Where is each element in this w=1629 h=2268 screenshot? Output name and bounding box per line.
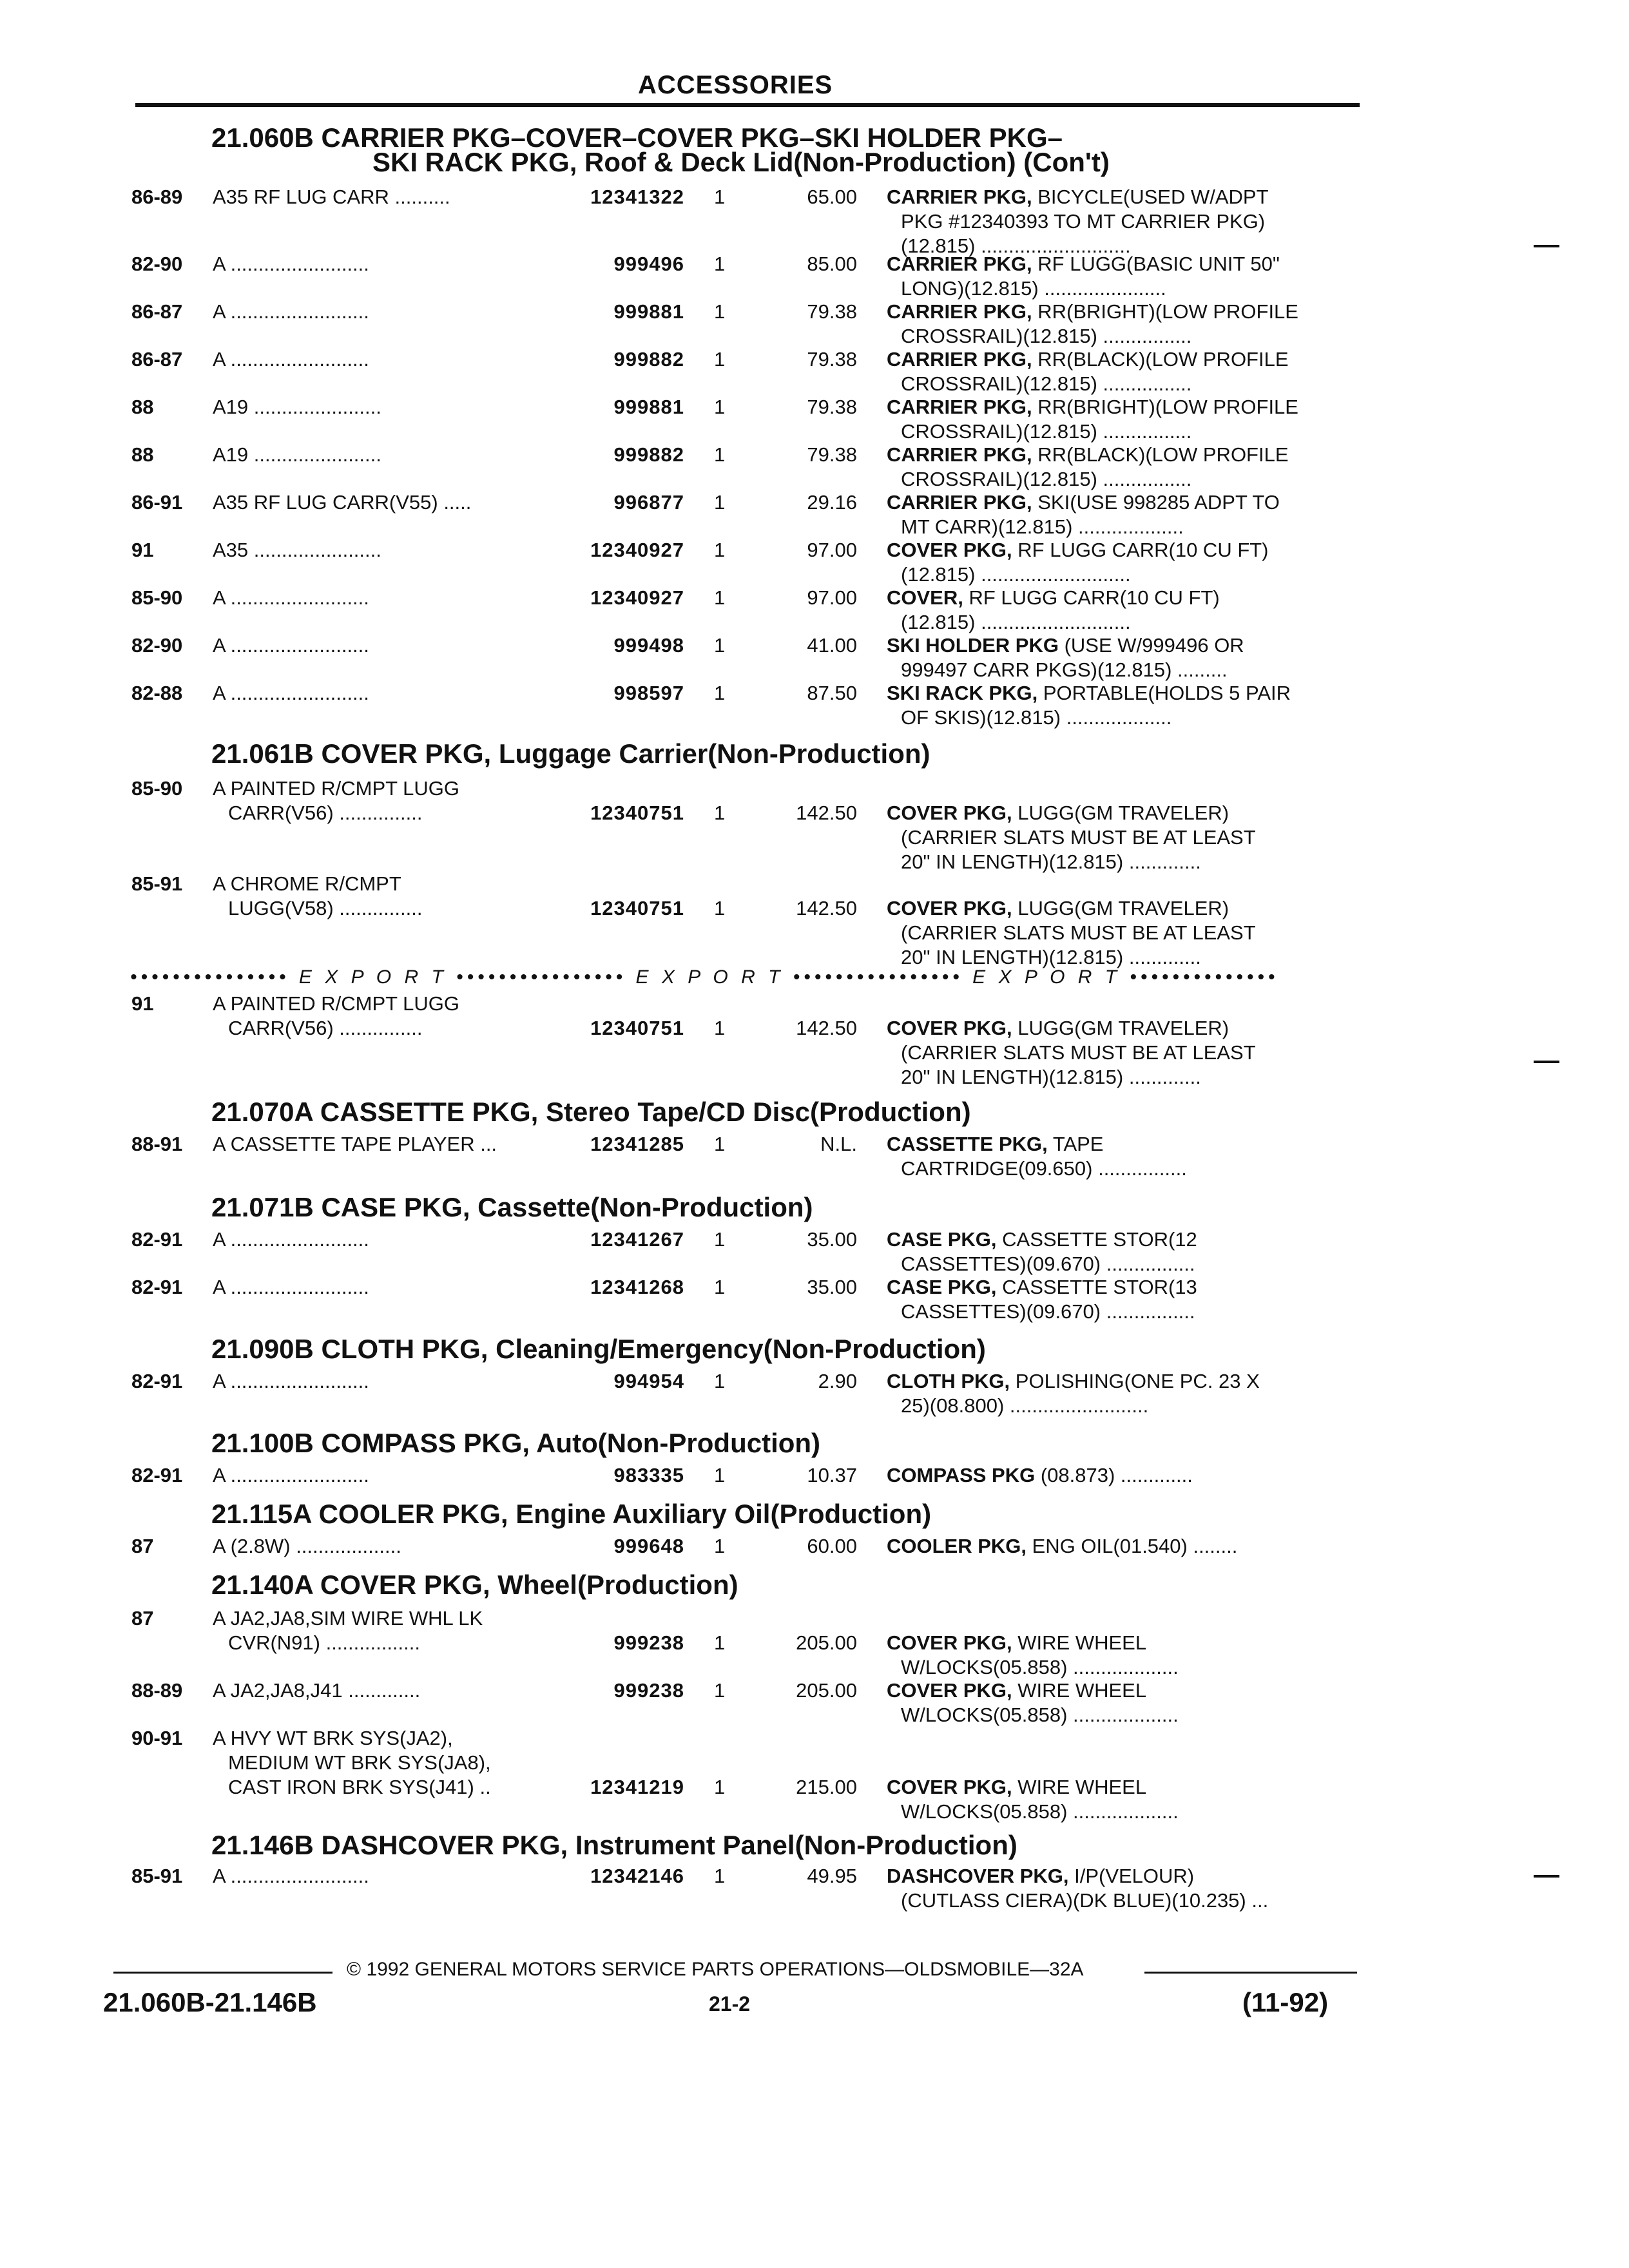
description-continued: CROSSRAIL)(12.815) ................ <box>901 420 1192 443</box>
section-title-21090b: 21.090B CLOTH PKG, Cleaning/Emergency(Non-Production) <box>211 1334 986 1364</box>
price: 205.00 <box>796 1679 857 1702</box>
parts-row <box>0 253 1629 300</box>
description-continued: 20" IN LENGTH)(12.815) ............. <box>901 946 1201 968</box>
parts-row <box>0 539 1629 586</box>
model-desc: A JA2,JA8,SIM WIRE WHL LK <box>213 1607 483 1629</box>
model-desc: CAST IRON BRK SYS(J41) .. <box>228 1776 491 1798</box>
quantity: 1 <box>714 1276 726 1298</box>
quantity: 1 <box>714 682 726 704</box>
description-detail: LUGG(GM TRAVELER) <box>1012 1017 1229 1039</box>
parts-row <box>0 1133 1629 1180</box>
model-year: 82-91 <box>131 1276 183 1298</box>
description-detail: CASSETTE STOR(13 <box>996 1276 1197 1298</box>
description-keyword: CASE PKG, <box>887 1228 997 1251</box>
model-desc: A ......................... <box>213 1464 369 1486</box>
description-keyword: COVER PKG, <box>887 1679 1012 1702</box>
section-title-21071b: 21.071B CASE PKG, Cassette(Non-Production) <box>211 1192 813 1222</box>
model-desc: LUGG(V58) ............... <box>228 897 423 919</box>
parts-row <box>0 992 1629 1088</box>
description-continued: W/LOCKS(05.858) ................... <box>901 1800 1179 1823</box>
model-year: 82-91 <box>131 1228 183 1251</box>
description-continued: (12.815) ........................... <box>901 235 1131 257</box>
price: 29.16 <box>807 491 857 514</box>
parts-row <box>0 186 1629 257</box>
part-number: 12340751 <box>590 897 684 919</box>
description-continued: (CARRIER SLATS MUST BE AT LEAST <box>901 826 1256 849</box>
part-description <box>887 443 1289 466</box>
model-year: 88 <box>131 443 154 466</box>
export-marker: ••••••••••••••• E X P O R T •••••••••••••••• E X P O R T •••••••••••••••• E X P O R T •••••••••••••• <box>130 966 1279 988</box>
part-number: 12341268 <box>590 1276 684 1298</box>
description-keyword: COVER PKG, <box>887 802 1012 824</box>
description-keyword: SKI HOLDER PKG <box>887 634 1059 657</box>
parts-row <box>0 1607 1629 1678</box>
part-description <box>887 396 1298 419</box>
part-description <box>887 491 1280 514</box>
model-year: 91 <box>131 992 154 1015</box>
section-title-21140a: 21.140A COVER PKG, Wheel(Production) <box>211 1570 738 1600</box>
description-keyword: COVER PKG, <box>887 1017 1012 1039</box>
price: 41.00 <box>807 634 857 657</box>
quantity: 1 <box>714 897 726 919</box>
description-keyword: CARRIER PKG, <box>887 443 1032 466</box>
parts-row <box>0 682 1629 729</box>
model-desc: A ......................... <box>213 1370 369 1392</box>
description-detail: CASSETTE STOR(12 <box>996 1228 1197 1251</box>
footer-date: (11-92) <box>1242 1987 1329 2017</box>
price: 97.00 <box>807 539 857 561</box>
description-continued: (12.815) ........................... <box>901 611 1131 633</box>
description-continued: 20" IN LENGTH)(12.815) ............. <box>901 850 1201 873</box>
description-keyword: COVER, <box>887 586 963 609</box>
description-continued: CARTRIDGE(09.650) ................ <box>901 1157 1187 1180</box>
quantity: 1 <box>714 186 726 208</box>
part-description <box>887 586 1220 610</box>
description-continued: W/LOCKS(05.858) ................... <box>901 1656 1179 1678</box>
price: 215.00 <box>796 1776 857 1798</box>
description-continued: (CARRIER SLATS MUST BE AT LEAST <box>901 1041 1256 1064</box>
description-detail: SKI(USE 998285 ADPT TO <box>1032 491 1280 514</box>
quantity: 1 <box>714 1631 726 1654</box>
quantity: 1 <box>714 253 726 275</box>
description-keyword: SKI RACK PKG, <box>887 682 1038 704</box>
quantity: 1 <box>714 586 726 609</box>
quantity: 1 <box>714 396 726 418</box>
price: 142.50 <box>796 1017 857 1039</box>
description-keyword: CARRIER PKG, <box>887 253 1032 275</box>
quantity: 1 <box>714 802 726 824</box>
description-continued: 999497 CARR PKGS)(12.815) ......... <box>901 658 1228 681</box>
part-description <box>887 1631 1146 1655</box>
description-detail: POLISHING(ONE PC. 23 X <box>1010 1370 1260 1392</box>
quantity: 1 <box>714 491 726 514</box>
model-desc: A35 RF LUG CARR .......... <box>213 186 450 208</box>
price: 60.00 <box>807 1535 857 1557</box>
description-detail: RR(BLACK)(LOW PROFILE <box>1032 443 1289 466</box>
footer-rule-right <box>1144 1972 1357 1974</box>
description-continued: (CUTLASS CIERA)(DK BLUE)(10.235) ... <box>901 1889 1269 1912</box>
model-year: 91 <box>131 539 154 561</box>
quantity: 1 <box>714 300 726 323</box>
model-year: 82-91 <box>131 1464 183 1486</box>
description-detail: RF LUGG CARR(10 CU FT) <box>1012 539 1269 561</box>
section-subtitle-21060b: SKI RACK PKG, Roof & Deck Lid(Non-Production) (Con't) <box>372 147 1110 177</box>
quantity: 1 <box>714 539 726 561</box>
description-detail: (08.873) ............. <box>1035 1464 1193 1486</box>
model-year: 87 <box>131 1535 154 1557</box>
margin-mark <box>1534 1061 1559 1063</box>
model-desc: A ......................... <box>213 1276 369 1298</box>
part-number: 999238 <box>613 1631 684 1654</box>
parts-row <box>0 1464 1629 1488</box>
quantity: 1 <box>714 634 726 657</box>
quantity: 1 <box>714 1679 726 1702</box>
description-keyword: CASE PKG, <box>887 1276 997 1298</box>
description-keyword: COVER PKG, <box>887 539 1012 561</box>
price: 142.50 <box>796 802 857 824</box>
quantity: 1 <box>714 348 726 370</box>
model-desc: A (2.8W) ................... <box>213 1535 401 1557</box>
page-title: ACCESSORIES <box>638 71 833 99</box>
parts-row <box>0 1370 1629 1417</box>
parts-row <box>0 872 1629 968</box>
description-continued: 25)(08.800) ......................... <box>901 1394 1149 1417</box>
section-title-21070a: 21.070A CASSETTE PKG, Stereo Tape/CD Disc(Production) <box>211 1097 971 1127</box>
model-desc: A HVY WT BRK SYS(JA2), <box>213 1727 453 1749</box>
description-continued: CASSETTES)(09.670) ................ <box>901 1300 1195 1323</box>
description-detail: RF LUGG CARR(10 CU FT) <box>963 586 1220 609</box>
description-detail: PORTABLE(HOLDS 5 PAIR <box>1037 682 1291 704</box>
parts-row <box>0 396 1629 443</box>
price: 142.50 <box>796 897 857 919</box>
model-year: 86-91 <box>131 491 183 514</box>
model-year: 82-88 <box>131 682 183 704</box>
footer-section-range: 21.060B-21.146B <box>103 1987 317 2017</box>
description-detail: RR(BLACK)(LOW PROFILE <box>1032 348 1289 370</box>
part-number: 12341285 <box>590 1133 684 1155</box>
model-year: 82-90 <box>131 253 183 275</box>
part-number: 999881 <box>613 396 684 418</box>
quantity: 1 <box>714 1133 726 1155</box>
model-year: 82-90 <box>131 634 183 657</box>
part-description <box>887 1133 1103 1156</box>
model-desc: A ......................... <box>213 300 369 323</box>
parts-row <box>0 348 1629 395</box>
model-desc: A PAINTED R/CMPT LUGG <box>213 992 459 1015</box>
price: 205.00 <box>796 1631 857 1654</box>
parts-row <box>0 443 1629 490</box>
model-desc: A ......................... <box>213 586 369 609</box>
description-keyword: CARRIER PKG, <box>887 348 1032 370</box>
parts-row <box>0 1865 1629 1912</box>
model-year: 90-91 <box>131 1727 183 1749</box>
part-number: 999498 <box>613 634 684 657</box>
description-keyword: CLOTH PKG, <box>887 1370 1010 1392</box>
part-number: 12341322 <box>590 186 684 208</box>
part-number: 994954 <box>613 1370 684 1392</box>
part-description <box>887 300 1298 323</box>
description-detail: ENG OIL(01.540) ........ <box>1027 1535 1238 1557</box>
model-desc: A19 ....................... <box>213 443 381 466</box>
section-title-21146b: 21.146B DASHCOVER PKG, Instrument Panel(Non-Production) <box>211 1830 1017 1860</box>
description-detail: I/P(VELOUR) <box>1068 1865 1195 1887</box>
part-number: 999881 <box>613 300 684 323</box>
description-detail: TAPE <box>1047 1133 1104 1155</box>
parts-row <box>0 1228 1629 1275</box>
footer-rule-left <box>113 1972 333 1974</box>
description-keyword: CASSETTE PKG, <box>887 1133 1048 1155</box>
description-continued: PKG #12340393 TO MT CARRIER PKG) <box>901 210 1266 233</box>
part-number: 12340751 <box>590 1017 684 1039</box>
description-keyword: COVER PKG, <box>887 1776 1012 1798</box>
model-year: 88-89 <box>131 1679 183 1702</box>
quantity: 1 <box>714 1370 726 1392</box>
quantity: 1 <box>714 1228 726 1251</box>
section-title-21061b: 21.061B COVER PKG, Luggage Carrier(Non-Production) <box>211 738 930 769</box>
parts-row <box>0 1679 1629 1726</box>
description-detail: WIRE WHEEL <box>1012 1679 1147 1702</box>
price: 49.95 <box>807 1865 857 1887</box>
part-description <box>887 539 1269 562</box>
part-number: 12341267 <box>590 1228 684 1251</box>
model-year: 85-90 <box>131 777 183 800</box>
model-desc: A35 ....................... <box>213 539 381 561</box>
margin-mark <box>1534 245 1559 247</box>
part-number: 12342146 <box>590 1865 684 1887</box>
part-description <box>887 1228 1197 1251</box>
model-desc: A ......................... <box>213 634 369 657</box>
part-description <box>887 1017 1229 1040</box>
description-detail: RF LUGG(BASIC UNIT 50" <box>1032 253 1280 275</box>
description-keyword: COOLER PKG, <box>887 1535 1027 1557</box>
quantity: 1 <box>714 443 726 466</box>
price: 35.00 <box>807 1228 857 1251</box>
part-number: 12341219 <box>590 1776 684 1798</box>
description-continued: MT CARR)(12.815) ................... <box>901 515 1184 538</box>
part-number: 999882 <box>613 348 684 370</box>
part-description <box>887 682 1291 705</box>
part-number: 999238 <box>613 1679 684 1702</box>
part-description <box>887 897 1229 920</box>
model-desc: A19 ....................... <box>213 396 381 418</box>
model-year: 85-91 <box>131 872 183 895</box>
section-title-21100b: 21.100B COMPASS PKG, Auto(Non-Production) <box>211 1428 821 1458</box>
part-description <box>887 1776 1146 1799</box>
part-description <box>887 1464 1193 1487</box>
model-desc: A35 RF LUG CARR(V55) ..... <box>213 491 472 514</box>
model-desc: A CASSETTE TAPE PLAYER ... <box>213 1133 497 1155</box>
description-keyword: DASHCOVER PKG, <box>887 1865 1069 1887</box>
price: 79.38 <box>807 396 857 418</box>
model-year: 88-91 <box>131 1133 183 1155</box>
description-continued: 20" IN LENGTH)(12.815) ............. <box>901 1066 1201 1088</box>
model-year: 82-91 <box>131 1370 183 1392</box>
model-year: 87 <box>131 1607 154 1629</box>
model-desc: A PAINTED R/CMPT LUGG <box>213 777 459 800</box>
model-desc: CARR(V56) ............... <box>228 1017 423 1039</box>
part-number: 998597 <box>613 682 684 704</box>
parts-row <box>0 777 1629 873</box>
price: 10.37 <box>807 1464 857 1486</box>
parts-row <box>0 491 1629 538</box>
part-description <box>887 1276 1197 1299</box>
part-number: 996877 <box>613 491 684 514</box>
parts-row <box>0 300 1629 347</box>
footer-page-number: 21-2 <box>709 1992 751 2015</box>
model-desc: MEDIUM WT BRK SYS(JA8), <box>228 1751 491 1774</box>
description-detail: LUGG(GM TRAVELER) <box>1012 897 1229 919</box>
price: 2.90 <box>818 1370 857 1392</box>
description-detail: WIRE WHEEL <box>1012 1776 1147 1798</box>
part-number: 999648 <box>613 1535 684 1557</box>
parts-row <box>0 1276 1629 1323</box>
model-year: 86-87 <box>131 300 183 323</box>
description-detail: RR(BRIGHT)(LOW PROFILE <box>1032 396 1298 418</box>
part-description <box>887 1370 1260 1393</box>
description-keyword: COMPASS PKG <box>887 1464 1036 1486</box>
model-desc: A ......................... <box>213 1228 369 1251</box>
description-keyword: CARRIER PKG, <box>887 300 1032 323</box>
part-number: 12340751 <box>590 802 684 824</box>
section-title-21060b: 21.060B CARRIER PKG–COVER–COVER PKG–SKI HOLDER PKG– <box>211 122 1063 153</box>
price: N.L. <box>820 1133 857 1155</box>
model-desc: A ......................... <box>213 253 369 275</box>
part-description <box>887 1679 1146 1702</box>
description-continued: CROSSRAIL)(12.815) ................ <box>901 468 1192 490</box>
part-description <box>887 1865 1194 1888</box>
model-desc: A CHROME R/CMPT <box>213 872 401 895</box>
description-detail: WIRE WHEEL <box>1012 1631 1147 1654</box>
quantity: 1 <box>714 1865 726 1887</box>
model-year: 86-87 <box>131 348 183 370</box>
part-number: 12340927 <box>590 586 684 609</box>
parts-row <box>0 586 1629 633</box>
description-keyword: CARRIER PKG, <box>887 396 1032 418</box>
description-continued: (CARRIER SLATS MUST BE AT LEAST <box>901 921 1256 944</box>
part-description <box>887 348 1289 371</box>
price: 35.00 <box>807 1276 857 1298</box>
description-keyword: CARRIER PKG, <box>887 491 1032 514</box>
footer-copyright: © 1992 GENERAL MOTORS SERVICE PARTS OPERATIONS—OLDSMOBILE—32A <box>347 1959 1084 1980</box>
part-number: 983335 <box>613 1464 684 1486</box>
description-detail: RR(BRIGHT)(LOW PROFILE <box>1032 300 1298 323</box>
price: 79.38 <box>807 443 857 466</box>
parts-row <box>0 634 1629 681</box>
section-title-21115a: 21.115A COOLER PKG, Engine Auxiliary Oil(Production) <box>211 1499 932 1529</box>
model-desc: A JA2,JA8,J41 ............. <box>213 1679 421 1702</box>
model-year: 86-89 <box>131 186 183 208</box>
description-detail: BICYCLE(USED W/ADPT <box>1032 186 1269 208</box>
part-description <box>887 1535 1237 1558</box>
parts-row <box>0 1535 1629 1559</box>
part-number: 999882 <box>613 443 684 466</box>
quantity: 1 <box>714 1464 726 1486</box>
description-keyword: COVER PKG, <box>887 1631 1012 1654</box>
price: 65.00 <box>807 186 857 208</box>
quantity: 1 <box>714 1535 726 1557</box>
description-detail: (USE W/999496 OR <box>1058 634 1244 657</box>
part-number: 12340927 <box>590 539 684 561</box>
model-desc: A ......................... <box>213 682 369 704</box>
part-description <box>887 253 1280 276</box>
price: 85.00 <box>807 253 857 275</box>
model-desc: CVR(N91) ................. <box>228 1631 420 1654</box>
header-rule <box>135 103 1360 107</box>
model-desc: A ......................... <box>213 1865 369 1887</box>
quantity: 1 <box>714 1776 726 1798</box>
description-continued: LONG)(12.815) ...................... <box>901 277 1166 300</box>
margin-mark <box>1534 1875 1559 1878</box>
price: 87.50 <box>807 682 857 704</box>
price: 79.38 <box>807 300 857 323</box>
model-year: 88 <box>131 396 154 418</box>
description-detail: LUGG(GM TRAVELER) <box>1012 802 1229 824</box>
model-year: 85-90 <box>131 586 183 609</box>
description-continued: W/LOCKS(05.858) ................... <box>901 1704 1179 1726</box>
part-description <box>887 802 1229 825</box>
parts-row <box>0 1727 1629 1823</box>
price: 97.00 <box>807 586 857 609</box>
description-keyword: COVER PKG, <box>887 897 1012 919</box>
part-description <box>887 634 1244 657</box>
model-desc: CARR(V56) ............... <box>228 802 423 824</box>
price: 79.38 <box>807 348 857 370</box>
description-continued: CASSETTES)(09.670) ................ <box>901 1253 1195 1275</box>
part-description <box>887 186 1269 209</box>
model-desc: A ......................... <box>213 348 369 370</box>
description-continued: (12.815) ........................... <box>901 563 1131 586</box>
description-continued: CROSSRAIL)(12.815) ................ <box>901 325 1192 347</box>
description-continued: CROSSRAIL)(12.815) ................ <box>901 372 1192 395</box>
part-number: 999496 <box>613 253 684 275</box>
description-continued: OF SKIS)(12.815) ................... <box>901 706 1172 729</box>
description-keyword: CARRIER PKG, <box>887 186 1032 208</box>
model-year: 85-91 <box>131 1865 183 1887</box>
quantity: 1 <box>714 1017 726 1039</box>
